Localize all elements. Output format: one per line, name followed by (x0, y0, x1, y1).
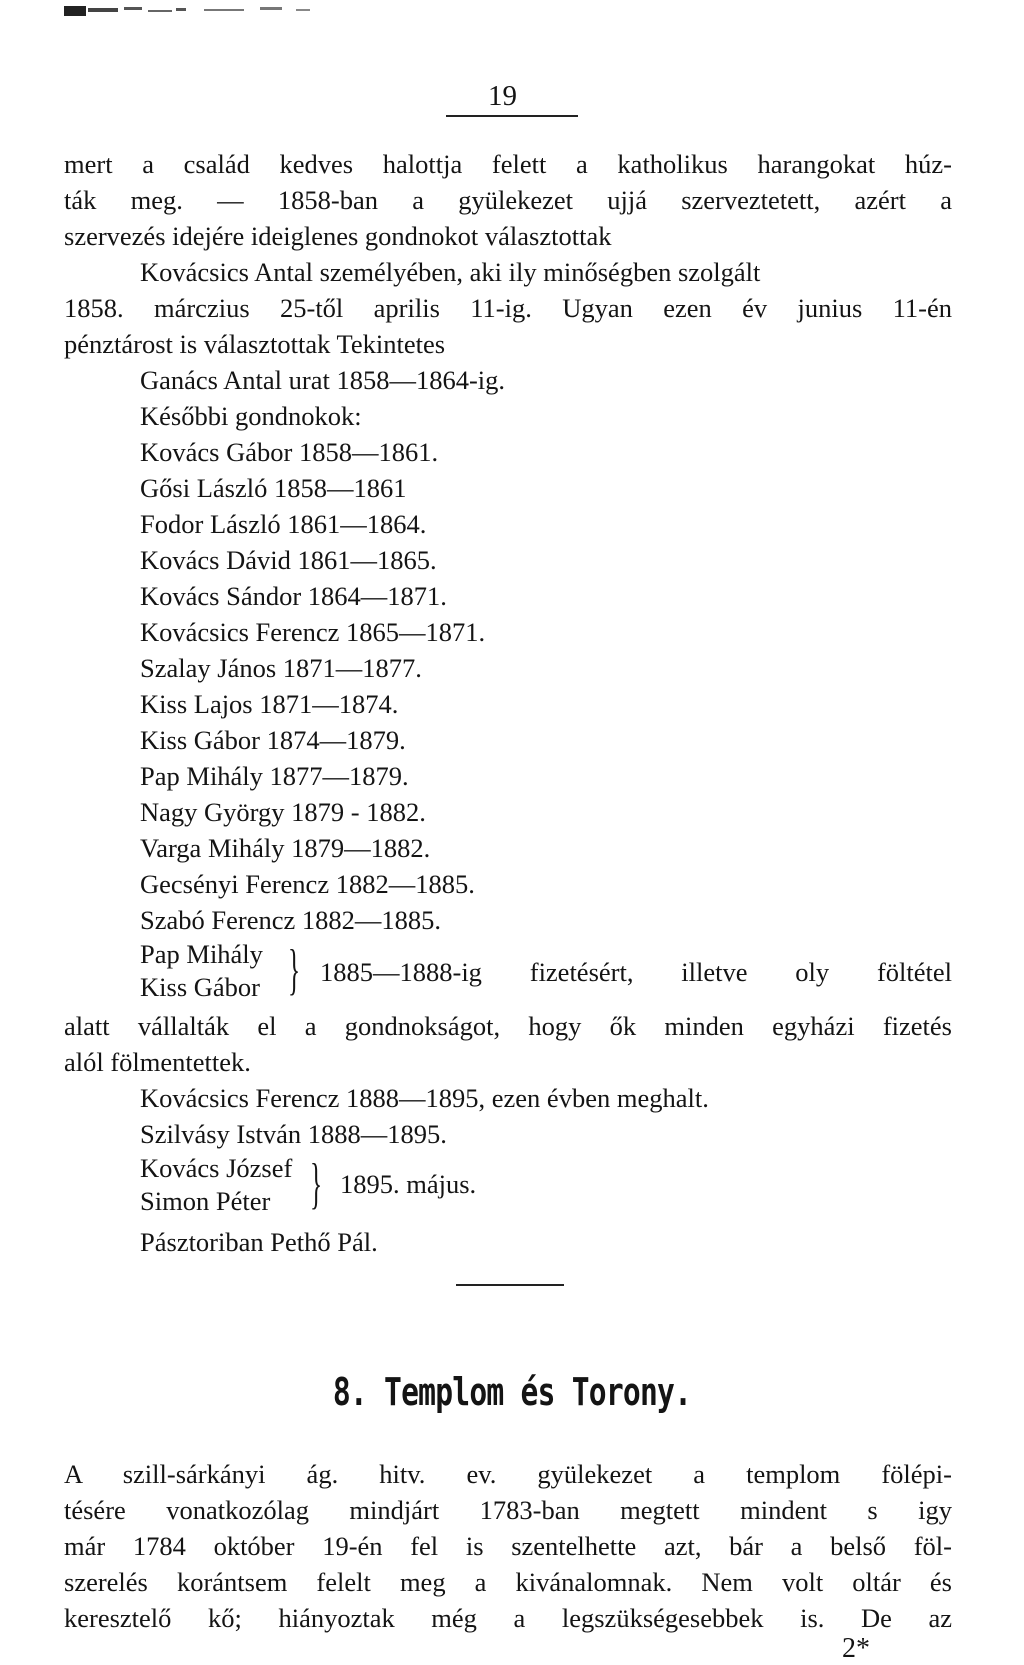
brace-text: 1895. május. (340, 1169, 477, 1199)
list-item: Szalay János 1871—1877. (140, 653, 422, 683)
brace-symbol: } (288, 939, 301, 1001)
list-item: Fodor László 1861—1864. (140, 509, 427, 539)
list-item: Kovácsics Ferencz 1888—1895, ezen évben meghalt. (140, 1083, 709, 1113)
text-line: A szill-sárkányi ág. hitv. ev. gyülekezet a templom fölépi- (64, 1459, 952, 1489)
brace-name: Pap Mihály (140, 939, 263, 969)
brace-name: Kiss Gábor (140, 972, 260, 1002)
list-item: Gecsényi Ferencz 1882—1885. (140, 869, 475, 899)
list-item: Nagy György 1879 - 1882. (140, 797, 426, 827)
text-line: pénztárost is választottak Tekintetes (64, 329, 446, 359)
list-item: Varga Mihály 1879—1882. (140, 833, 431, 863)
list-item: Kovács Sándor 1864—1871. (140, 581, 447, 611)
header-rule (446, 115, 578, 117)
list-item: Kiss Gábor 1874—1879. (140, 725, 406, 755)
list-item: Szabó Ferencz 1882—1885. (140, 905, 441, 935)
text-line: alatt vállalták el a gondnokságot, hogy ők minden egyházi fizetés (64, 1011, 952, 1041)
signature-mark: 2* (842, 1633, 870, 1664)
text-line: 1858. márczius 25-től aprilis 11-ig. Ugyan ezen év junius 11-én (64, 293, 952, 323)
braced-entry (140, 1152, 640, 1222)
section-separator (456, 1284, 564, 1286)
brace-names (140, 938, 263, 1004)
brace-name: Kovács József (140, 1153, 293, 1183)
braced-entry (140, 938, 960, 1008)
text-line: szervezés idejére ideiglenes gondnokot választottak (64, 221, 612, 251)
text-line: keresztelő kő; hiányoztak még a legszükségesebbek is. De az (64, 1603, 952, 1633)
list-item: Szilvásy István 1888—1895. (140, 1119, 447, 1149)
list-item: Kovács Dávid 1861—1865. (140, 545, 437, 575)
list-item: Kiss Lajos 1871—1874. (140, 689, 399, 719)
text-line: ták meg. — 1858-ban a gyülekezet ujjá szerveztetett, azért a (64, 185, 952, 215)
text-line: alól fölmentettek. (64, 1047, 251, 1077)
page-number: 19 (488, 80, 517, 112)
text-line: már 1784 október 19-én fel is szentelhette azt, bár a belső föl- (64, 1531, 952, 1561)
brace-text: 1885—1888-ig fizetésért, illetve oly föltétel (320, 957, 952, 987)
text-line: Kovácsics Antal személyében, aki ily minőségben szolgált (140, 257, 761, 287)
list-heading: Későbbi gondnokok: (140, 401, 362, 431)
brace-names (140, 1152, 292, 1218)
scan-artifact (64, 4, 354, 20)
list-item: Kovácsics Ferencz 1865—1871. (140, 617, 486, 647)
list-item: Pap Mihály 1877—1879. (140, 761, 409, 791)
list-item: Pásztoriban Pethő Pál. (140, 1227, 378, 1257)
text-line: Ganács Antal urat 1858—1864-ig. (140, 365, 506, 395)
list-item: Gősi László 1858—1861 (140, 473, 407, 503)
brace-name: Simon Péter (140, 1186, 271, 1216)
brace-symbol: } (310, 1153, 323, 1215)
section-heading: 8. Templom és Torony. (332, 1370, 692, 1414)
list-item: Kovács Gábor 1858—1861. (140, 437, 439, 467)
text-line: szerelés korántsem felelt meg a kivánalomnak. Nem volt oltár és (64, 1567, 952, 1597)
text-line: tésére vonatkozólag mindjárt 1783-ban megtett mindent s igy (64, 1495, 952, 1525)
text-line: mert a család kedves halottja felett a katholikus harangokat húz- (64, 149, 952, 179)
